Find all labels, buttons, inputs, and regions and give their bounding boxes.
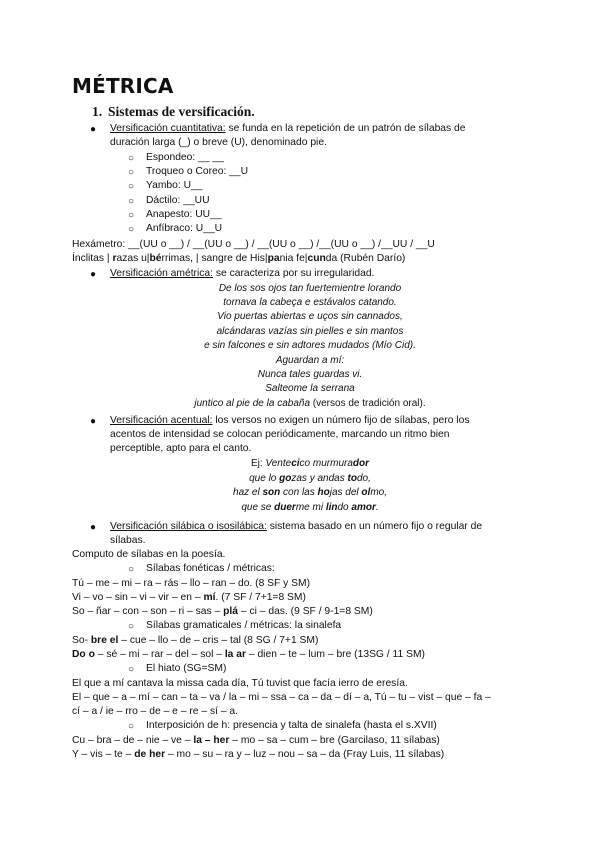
foot-item: Espondeo: __ __ xyxy=(146,152,224,163)
circle-bullet-icon: ○ xyxy=(128,564,135,575)
gramaticales-line: Sílabas gramaticales / métricas: la sinalefa xyxy=(146,620,342,631)
silabica-line-2: sílabas. xyxy=(110,535,146,546)
page-title: MÉTRICA xyxy=(72,74,174,98)
section-number: 1. xyxy=(92,104,103,119)
acentual-term: Versificación acentual: xyxy=(110,415,213,426)
circle-bullet-icon: ○ xyxy=(128,664,135,675)
example-line: que se duerme mi lindo amor. xyxy=(241,502,379,513)
cuantitativa-line-2: duración larga (_) o breve (U), denominado pie. xyxy=(110,137,327,148)
circle-bullet-icon: ○ xyxy=(128,721,135,732)
circle-bullet-icon: ○ xyxy=(128,181,135,192)
acentual-line-1: Versificación acentual: los versos no exigen un número fijo de sílabas, pero los xyxy=(110,415,470,426)
bullet-icon: ● xyxy=(90,269,97,280)
foot-item: Dáctilo: __UU xyxy=(146,195,210,206)
cuantitativa-line-1: Versificación cuantitativa: se funda en la repetición de un patrón de sílabas de xyxy=(110,123,466,134)
circle-bullet-icon: ○ xyxy=(128,196,135,207)
circle-bullet-icon: ○ xyxy=(128,224,135,235)
bullet-icon: ● xyxy=(90,124,97,135)
example-yv: Y – vis – te – de her – mo – su – ra y – luz – nou – sa – da (Fray Luis, 11 sílabas) xyxy=(72,749,445,760)
example-so: So – ñar – con – son – ri – sas – plá – ci – das. (9 SF / 9-1=8 SM) xyxy=(72,606,373,617)
poem-line: e sin falcones e sin adtores mudados (Mío Cid). xyxy=(204,340,416,351)
section-heading xyxy=(92,104,255,120)
poem-line: Salteome la serrana xyxy=(265,383,355,394)
example-line: haz el son con las hojas del olmo, xyxy=(233,487,387,498)
poem-line: juntico al pie de la cabaña (versos de tradición oral). xyxy=(194,398,426,409)
foneticas-line: Sílabas fonéticas / métricas: xyxy=(146,563,275,574)
foot-item: Anfíbraco: U__U xyxy=(146,223,223,234)
example-cu: Cu – bra – de – nie – ve – la – her – mo – sa – cum – bre (Garcilaso, 11 sílabas) xyxy=(72,735,440,746)
hexametro-line: Hexámetro: __(UU o __) / __(UU o __) / __(UU o __) /__(UU o __) /__UU / __U xyxy=(72,239,435,250)
interposicion-line: Interposición de h: presencia y talta de sinalefa (hasta el s.XVII) xyxy=(146,720,437,731)
ametrica-line: Versificación amétrica: se caracteriza por su irregularidad. xyxy=(110,268,375,279)
foot-item: Troqueo o Coreo: __U xyxy=(146,166,249,177)
example-tu: Tú – me – mi – ra – rás – llo – ran – do. (8 SF y SM) xyxy=(72,578,311,589)
circle-bullet-icon: ○ xyxy=(128,621,135,632)
circle-bullet-icon: ○ xyxy=(128,167,135,178)
poem-line: Nunca tales guardas vi. xyxy=(257,369,363,380)
poem-line: tornava la cabeça e estávalos catando. xyxy=(223,297,397,308)
example-sobre: So- bre el – cue – llo – de – cris – tal (8 SG / 7+1 SM) xyxy=(72,635,319,646)
bullet-icon: ● xyxy=(90,416,97,427)
acentual-line-3: perceptible, apto para el canto. xyxy=(110,443,252,454)
computo-line: Computo de sílabas en la poesía. xyxy=(72,549,226,560)
elque-line-1: El que a mí cantava la missa cada día, Tú tuvist que facía ierro de eresía. xyxy=(72,678,408,689)
poem-line: Aguardan a mí: xyxy=(275,355,345,366)
example-vi: Vi – vo – sin – vi – vir – en – mí. (7 SF / 7+1=8 SM) xyxy=(72,592,306,603)
foot-item: Yambo: U__ xyxy=(146,180,203,191)
silabica-line-1: Versificación silábica o isosilábica: sistema basado en un número fijo o regular de xyxy=(110,521,483,532)
example-line: que lo gozas y andas todo, xyxy=(249,473,371,484)
poem-line: Vio puertas abiertas e uços sin cannados, xyxy=(217,311,403,322)
example-do: Do o – sé – mi – rar – del – sol – la ar – dien – te – lum – bre (13SG / 11 SM) xyxy=(72,649,425,660)
hiato-line: El hiato (SG=SM) xyxy=(146,663,227,674)
ametrica-term: Versificación amétrica: xyxy=(110,268,214,279)
elque-line-3: cí – a / ie – rro – de – e – re – sí – a. xyxy=(72,706,238,717)
silabica-term: Versificación silábica o isosilábica: xyxy=(110,521,267,532)
poem-line: De los sos ojos tan fuertemientre lorando xyxy=(218,283,402,294)
foot-item: Anapesto: UU__ xyxy=(146,209,222,220)
acentual-line-2: acentos de intensidad se colocan periódicamente, marcando un ritmo bien xyxy=(110,429,450,440)
cuantitativa-term: Versificación cuantitativa: xyxy=(110,123,226,134)
circle-bullet-icon: ○ xyxy=(128,210,135,221)
elque-line-2: El – que – a – mí – can – ta – va / la – mi – ssa – ca – da – dí – a, Tú – tu – vist – que – fa – xyxy=(72,692,491,703)
circle-bullet-icon: ○ xyxy=(128,153,135,164)
inclitas-line: Ínclitas | razas u|bérrimas, | sangre de His|pania fe|cunda (Rubén Darío) xyxy=(72,253,406,264)
poem-line: alcándaras vazías sin pielles e sin mantos xyxy=(216,326,404,337)
section-label: Sistemas de versificación. xyxy=(108,104,255,119)
bullet-icon: ● xyxy=(90,522,97,533)
example-line: Ej: Ventecico murmurador xyxy=(250,458,370,469)
